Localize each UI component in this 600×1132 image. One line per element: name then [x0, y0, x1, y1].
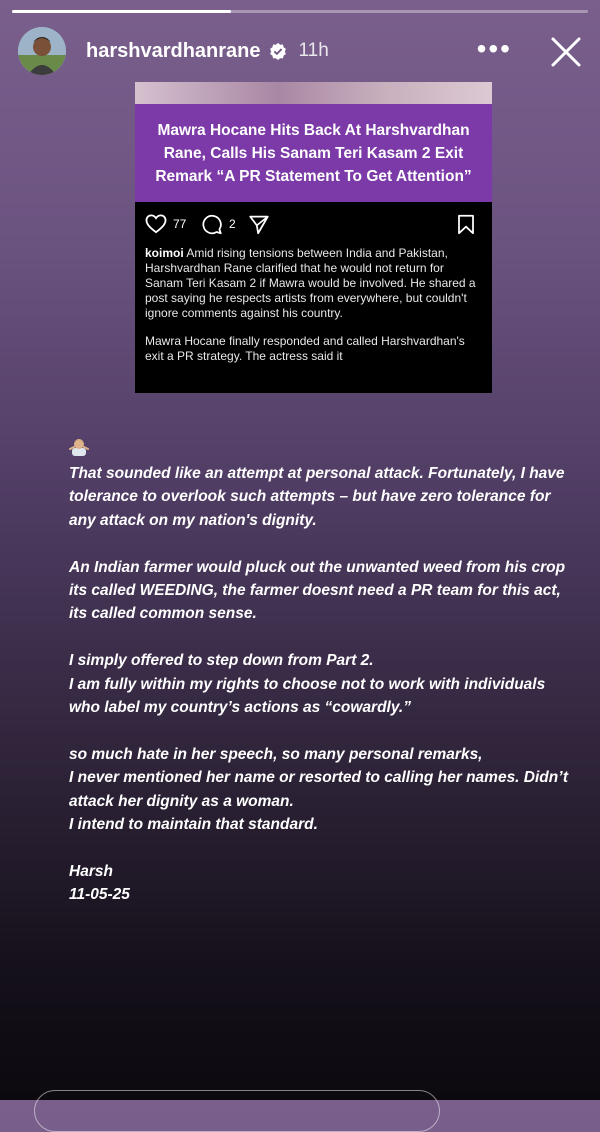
story-message — [69, 462, 569, 930]
bookmark-icon[interactable] — [457, 214, 475, 235]
man-shrugging-emoji — [69, 436, 89, 456]
post-image — [135, 82, 492, 202]
post-caption — [135, 246, 492, 364]
send-icon[interactable] — [248, 214, 270, 235]
caption-username[interactable]: koimoi — [145, 246, 184, 260]
avatar[interactable] — [18, 27, 66, 75]
heart-icon[interactable] — [145, 214, 167, 234]
message-paragraph-3: I simply offered to step down from Part 2. I am fully within my rights to choose not to work with individuals who label my country’s actions as “cowardly.” — [69, 652, 546, 717]
more-options-icon[interactable]: ••• — [476, 33, 512, 64]
shared-post-card[interactable] — [135, 82, 492, 393]
story-progress-bar — [12, 10, 588, 13]
post-photo-strip — [135, 82, 492, 104]
comment-icon[interactable] — [201, 214, 223, 235]
username[interactable]: harshvardhanrane — [86, 39, 261, 62]
close-icon[interactable] — [548, 34, 584, 70]
caption-text: Amid rising tensions between India and Pakistan, Harshvardhan Rane clarified that he would not return for Sanam Teri Kasam 2 if Mawra would be involved. He shared a post saying he respects artists from everywhere, but couldn't ignore comments against his country. — [145, 246, 476, 320]
headline-banner — [135, 104, 492, 202]
story-progress-fill — [12, 10, 231, 13]
message-paragraph-1: That sounded like an attempt at personal attack. Fortunately, I have tolerance to overlook such attempts – but have zero tolerance for any attack on my nation's dignity. — [69, 465, 565, 529]
caption-text-continued: Mawra Hocane finally responded and called Harshvardhan's exit a PR strategy. The actress said it — [145, 334, 465, 363]
story-header — [18, 26, 586, 76]
post-time: 11h — [298, 40, 329, 61]
like-count: 77 — [173, 217, 187, 231]
message-paragraph-2: An Indian farmer would pluck out the unwanted weed from his crop its called WEEDING, the farmer doesnt need a PR team for this act, its called common sense. — [69, 558, 566, 623]
reply-input[interactable] — [34, 1090, 440, 1132]
comment-count: 2 — [229, 217, 236, 231]
verified-badge-icon — [269, 42, 287, 60]
post-actions — [135, 202, 492, 246]
message-paragraph-4: so much hate in her speech, so many personal remarks, I never mentioned her name or resorted to calling her names. Didn’t attack her dignity as a woman. I intend to maintain that standard. — [69, 745, 568, 834]
post-headline: Mawra Hocane Hits Back At Harshvardhan Rane, Calls His Sanam Teri Kasam 2 Exit Remark “A PR Statement To Get Attention” — [155, 121, 472, 185]
message-signature: Harsh 11-05-25 — [69, 862, 130, 904]
